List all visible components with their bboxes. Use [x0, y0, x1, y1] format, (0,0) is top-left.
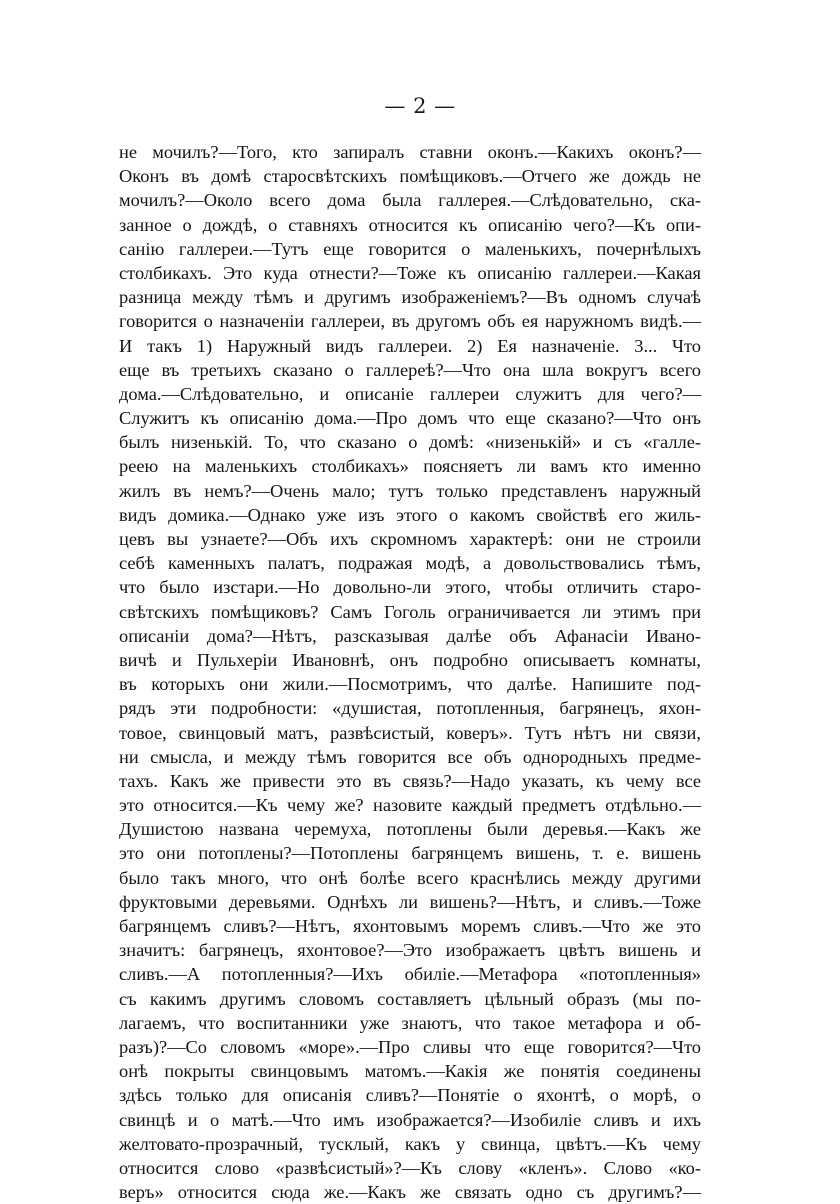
text-line: это они потоплены?—Потоплены багрянцемъ вишень, т. е. вишень — [119, 843, 701, 864]
text-line: дома.—Слѣдовательно, и описаніе галлереи служитъ для чего?— — [119, 383, 701, 404]
text-line: было такъ много, что онѣ болѣе всего краснѣлись между другими — [119, 867, 701, 888]
text-line: тахъ. Какъ же привести это въ связь?—Надо указать, къ чему все — [119, 770, 701, 791]
text-line: видъ домика.—Однако уже изъ этого о какомъ свойствѣ его жиль- — [119, 504, 701, 525]
text-line: что было изстари.—Но довольно-ли этого, чтобы отличить старо- — [119, 577, 701, 598]
text-line: желтовато-прозрачный, тусклый, какъ у свинца, цвѣтъ.—Къ чему — [119, 1133, 701, 1154]
text-line: рядъ эти подробности: «душистая, потопленныя, багрянецъ, яхон- — [119, 698, 701, 719]
text-line: это относится.—Къ чему же? назовите каждый предметъ отдѣльно.— — [119, 795, 701, 816]
text-line: Оконъ въ домѣ старосвѣтскихъ помѣщиковъ.—Отчего же дождь не — [119, 166, 701, 187]
text-line: въ которыхъ они жили.—Посмотримъ, что далѣе. Напишите под- — [119, 674, 701, 695]
text-line: цевъ вы узнаете?—Объ ихъ скромномъ характерѣ: они не строили — [119, 529, 701, 549]
text-line: себѣ каменныхъ палатъ, подражая модѣ, а довольствовались тѣмъ, — [119, 553, 701, 574]
text-line: санію галлереи.—Тутъ еще говорится о маленькихъ, почернѣлыхъ — [119, 238, 701, 259]
text-line: сливъ.—А потопленныя?—Ихъ обиліе.—Метафора «потопленныя» — [119, 964, 701, 985]
text-line: онѣ покрыты свинцовымъ матомъ.—Какія же понятія соединены — [119, 1061, 701, 1082]
text-line: разница между тѣмъ и другимъ изображеніемъ?—Въ одномъ случаѣ — [119, 287, 701, 308]
text-line: багрянцемъ сливъ?—Нѣтъ, яхонтовымъ моремъ сливъ.—Что же это — [119, 916, 701, 936]
text-line: веръ» относится сюда же.—Какъ же связать одно съ другимъ?— — [119, 1182, 701, 1203]
text-line: не мочилъ?—Того, кто запиралъ ставни оконъ.—Какихъ оконъ?— — [119, 142, 701, 162]
text-line: относится слово «развѣсистый»?—Къ слову «кленъ». Слово «ко- — [119, 1157, 701, 1178]
text-line: фруктовыми деревьями. Однѣхъ ли вишень?—Нѣтъ, и сливъ.—Тоже — [119, 891, 701, 912]
text-line: свинцѣ и о матѣ.—Что имъ изображается?—Изобиліе сливъ и ихъ — [119, 1109, 701, 1130]
text-line: говорится о назначеніи галлереи, въ другомъ объ ея наружномъ видѣ.— — [119, 311, 701, 332]
text-line: занное о дождѣ, о ставняхъ относится къ описанію чего?—Къ опи- — [119, 214, 701, 235]
text-line: былъ низенькій. То, что сказано о домѣ: «низенькій» и съ «галле- — [119, 432, 701, 453]
text-line: столбикахъ. Это куда отнести?—Тоже къ описанію галлереи.—Какая — [119, 262, 701, 283]
body-text — [119, 140, 701, 1204]
page-number: — 2 — — [384, 94, 456, 118]
text-line: жилъ въ немъ?—Очень мало; тутъ только представленъ наружный — [119, 480, 701, 501]
text-line: товое, свинцовый матъ, развѣсистый, коверъ». Тутъ нѣтъ ни связи, — [119, 722, 701, 743]
text-line: свѣтскихъ помѣщиковъ? Самъ Гоголь ограничивается ли этимъ при — [119, 601, 701, 622]
text-line: И такъ 1) Наружный видъ галлереи. 2) Ея назначеніе. 3... Что — [119, 335, 701, 356]
text-line: Душистою названа черемуха, потоплены были деревья.—Какъ же — [119, 819, 701, 840]
text-line: Служитъ къ описанію дома.—Про домъ что еще сказано?—Что онъ — [119, 408, 701, 429]
text-line: ни смысла, и между тѣмъ говорится все объ однородныхъ предме- — [119, 746, 701, 767]
text-line: здѣсь только для описанія сливъ?—Понятіе о яхонтѣ, о морѣ, о — [119, 1085, 701, 1106]
text-line: еще въ третьихъ сказано о галлереѣ?—Что она шла вокругъ всего — [119, 359, 701, 380]
text-line: разъ)?—Со словомъ «море».—Про сливы что еще говорится?—Что — [119, 1036, 701, 1057]
text-line: лагаемъ, что воспитанники уже знаютъ, что такое метафора и об- — [119, 1012, 701, 1033]
text-line: реею на маленькихъ столбикахъ» поясняетъ ли вамъ кто именно — [119, 456, 701, 477]
text-line: описаніи дома?—Нѣтъ, разсказывая далѣе объ Афанасіи Ивано- — [119, 625, 701, 646]
text-line: мочилъ?—Около всего дома была галлерея.—Слѣдовательно, ска- — [119, 190, 701, 211]
text-line: съ какимъ другимъ словомъ составляетъ цѣльный образъ (мы по- — [119, 988, 701, 1009]
text-line: вичѣ и Пульхеріи Ивановнѣ, онъ подробно описываетъ комнаты, — [119, 649, 701, 670]
text-line: значитъ: багрянецъ, яхонтовое?—Это изображаетъ цвѣтъ вишень и — [119, 940, 701, 961]
